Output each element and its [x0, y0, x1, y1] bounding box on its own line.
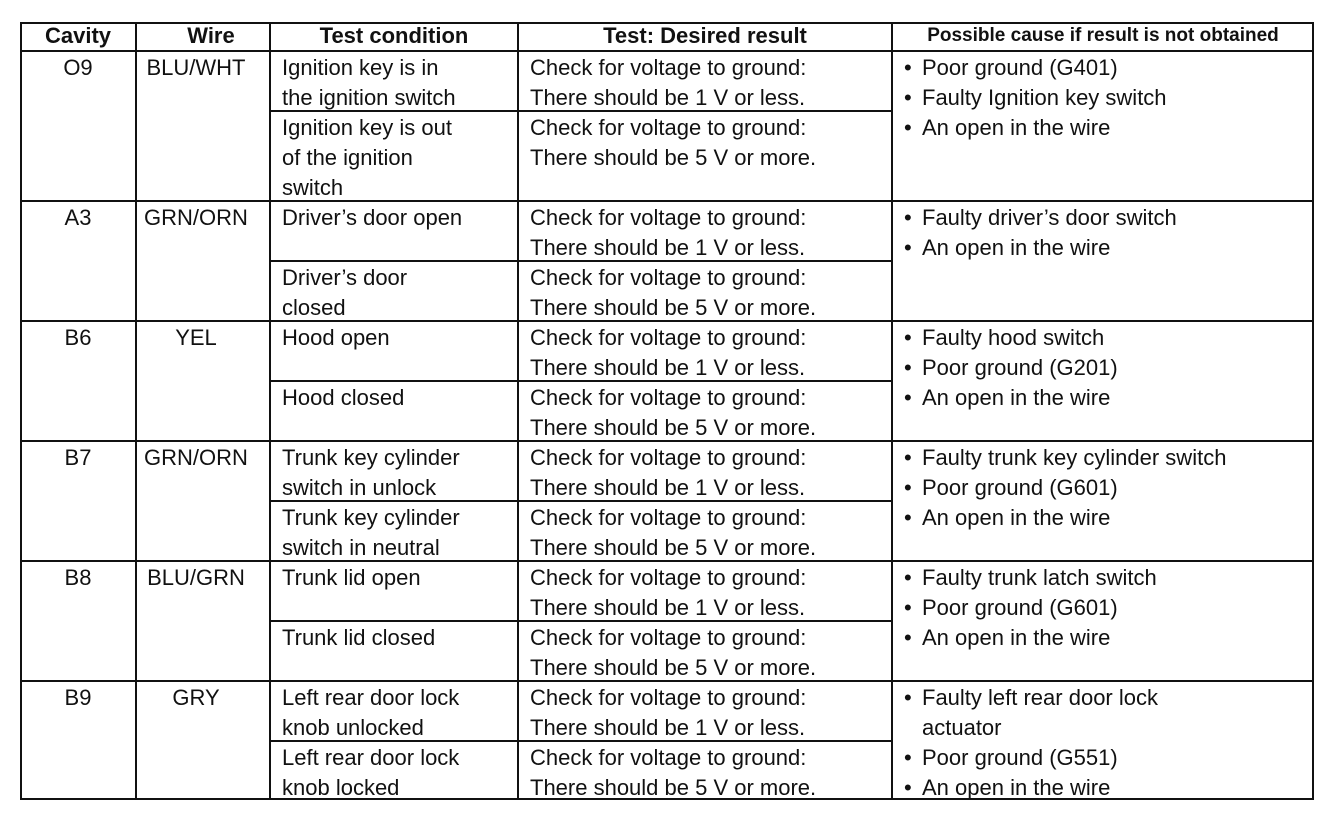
test-condition-cell: Left rear door lock knob locked: [282, 745, 460, 800]
possible-cause-item: • Poor ground (G401): [902, 53, 1310, 83]
header-test-condition: Test condition: [319, 23, 469, 48]
sub-row-divider: [270, 500, 892, 502]
cavity-cell: A3: [64, 205, 92, 230]
test-condition-cell: Trunk lid open: [282, 565, 421, 590]
wire-cell: GRN/ORN: [144, 445, 248, 470]
test-condition-cell: Trunk key cylinder switch in unlock: [282, 445, 460, 500]
header-cavity: Cavity: [44, 23, 112, 48]
possible-cause-list: [902, 203, 1310, 263]
cavity-cell: B8: [64, 565, 92, 590]
column-divider: [891, 22, 893, 800]
desired-result-cell: Check for voltage to ground: There should be 1 V or less.: [530, 55, 807, 110]
possible-cause-item: • An open in the wire: [902, 503, 1310, 533]
possible-cause-list: [902, 323, 1310, 413]
desired-result-cell: Check for voltage to ground: There should be 1 V or less.: [530, 205, 807, 260]
sub-row-divider: [270, 380, 892, 382]
desired-result-cell: Check for voltage to ground: There should be 5 V or more.: [530, 505, 817, 560]
test-condition-cell: Ignition key is out of the ignition switch: [282, 115, 452, 200]
test-condition-cell: Trunk lid closed: [282, 625, 436, 650]
desired-result-cell: Check for voltage to ground: There should be 1 V or less.: [530, 445, 807, 500]
possible-cause-item: • Poor ground (G601): [902, 593, 1310, 623]
column-divider: [517, 22, 519, 800]
possible-cause-item: • Faulty hood switch: [902, 323, 1310, 353]
row-divider: [20, 200, 1314, 202]
possible-cause-list: [902, 563, 1310, 653]
sub-row-divider: [270, 620, 892, 622]
connector-test-table: [20, 22, 1314, 800]
cavity-cell: B6: [64, 325, 92, 350]
possible-cause-item: • Poor ground (G551): [902, 743, 1310, 773]
header-desired-result: Test: Desired result: [603, 23, 807, 48]
test-condition-cell: Left rear door lock knob unlocked: [282, 685, 460, 740]
possible-cause-item: • An open in the wire: [902, 623, 1310, 653]
desired-result-cell: Check for voltage to ground: There should be 5 V or more.: [530, 625, 817, 680]
test-condition-cell: Trunk key cylinder switch in neutral: [282, 505, 460, 560]
header-possible-cause: Possible cause if result is not obtained: [927, 25, 1279, 46]
desired-result-cell: Check for voltage to ground: There should be 5 V or more.: [530, 115, 817, 170]
desired-result-cell: Check for voltage to ground: There should be 5 V or more.: [530, 745, 817, 800]
possible-cause-item: • Faulty trunk key cylinder switch: [902, 443, 1310, 473]
possible-cause-list: [902, 443, 1310, 533]
desired-result-cell: Check for voltage to ground: There should be 1 V or less.: [530, 565, 807, 620]
sub-row-divider: [270, 110, 892, 112]
possible-cause-item: • An open in the wire: [902, 113, 1310, 143]
possible-cause-list: [902, 683, 1310, 803]
column-divider: [135, 22, 137, 800]
possible-cause-item: • Poor ground (G601): [902, 473, 1310, 503]
test-condition-cell: Driver’s door open: [282, 205, 463, 230]
possible-cause-item: • Poor ground (G201): [902, 353, 1310, 383]
possible-cause-item: • Faulty Ignition key switch: [902, 83, 1310, 113]
sub-row-divider: [270, 740, 892, 742]
test-condition-cell: Hood open: [282, 325, 390, 350]
possible-cause-item: • Faulty trunk latch switch: [902, 563, 1310, 593]
column-divider: [269, 22, 271, 800]
desired-result-cell: Check for voltage to ground: There should be 5 V or more.: [530, 265, 817, 320]
possible-cause-item: • Faulty left rear door lock actuator: [902, 683, 1310, 743]
row-divider: [20, 440, 1314, 442]
row-divider: [20, 560, 1314, 562]
cavity-cell: B9: [64, 685, 92, 710]
possible-cause-item: • Faulty driver’s door switch: [902, 203, 1310, 233]
wire-cell: BLU/GRN: [147, 565, 245, 590]
possible-cause-item: • An open in the wire: [902, 233, 1310, 263]
row-divider: [20, 320, 1314, 322]
desired-result-cell: Check for voltage to ground: There should be 1 V or less.: [530, 685, 807, 740]
desired-result-cell: Check for voltage to ground: There should be 5 V or more.: [530, 385, 817, 440]
possible-cause-item: • An open in the wire: [902, 773, 1310, 803]
possible-cause-list: [902, 53, 1310, 143]
cavity-cell: B7: [64, 445, 92, 470]
wire-cell: BLU/WHT: [146, 55, 246, 80]
test-condition-cell: Ignition key is in the ignition switch: [282, 55, 456, 110]
test-condition-cell: Driver’s door closed: [282, 265, 408, 320]
header-wire: Wire: [187, 23, 235, 48]
cavity-cell: O9: [63, 55, 93, 80]
row-divider: [20, 680, 1314, 682]
wire-cell: GRY: [172, 685, 220, 710]
desired-result-cell: Check for voltage to ground: There should be 1 V or less.: [530, 325, 807, 380]
test-condition-cell: Hood closed: [282, 385, 405, 410]
possible-cause-item: • An open in the wire: [902, 383, 1310, 413]
wire-cell: GRN/ORN: [144, 205, 248, 230]
header-divider: [20, 50, 1314, 52]
wire-cell: YEL: [175, 325, 217, 350]
sub-row-divider: [270, 260, 892, 262]
